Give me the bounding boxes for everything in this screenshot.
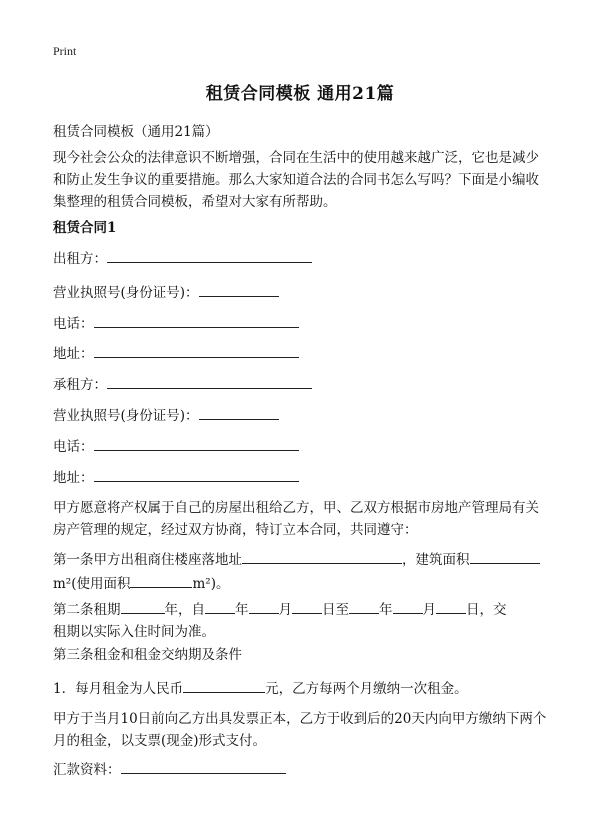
rent-text-2: 元，乙方每两个月缴纳一次租金。: [265, 681, 468, 697]
start-day-blank[interactable]: [292, 597, 322, 614]
phone-field-1: [53, 311, 299, 333]
term-years-blank[interactable]: [121, 597, 165, 614]
lessor-input-line[interactable]: [107, 246, 312, 263]
article2-text-d: 月: [278, 602, 292, 618]
lessee-field: [53, 372, 312, 394]
phone-label-2: 电话：: [53, 439, 94, 455]
start-month-blank[interactable]: [249, 597, 279, 614]
license-input-line-1[interactable]: [199, 280, 279, 297]
phone-label-1: 电话：: [53, 316, 94, 332]
article-3-heading: 第三条租金和租金交纳期及条件: [53, 647, 242, 663]
license-label-2: 营业执照号(身份证号)：: [53, 408, 199, 424]
license-label-1: 营业执照号(身份证号)：: [53, 285, 199, 301]
article2-line2: 租期以实际入住时间为准。: [53, 624, 215, 640]
document-subtitle: 租赁合同模板（通用21篇）: [53, 124, 219, 140]
address-label-1: 地址：: [53, 346, 94, 362]
lessor-field: [53, 246, 312, 268]
article1-text-4: m²)。: [192, 576, 230, 592]
article1-text-3: m²(使用面积: [53, 576, 131, 592]
phone-field-2: [53, 434, 299, 456]
license-input-line-2[interactable]: [199, 403, 279, 420]
rent-amount-blank[interactable]: [183, 676, 265, 693]
lessee-input-line[interactable]: [107, 372, 312, 389]
print-link[interactable]: Print: [53, 44, 77, 58]
article2-text-b: 年，自: [164, 602, 205, 618]
lessor-label: 出租方：: [53, 251, 107, 267]
phone-input-line-2[interactable]: [94, 434, 299, 451]
area-blank[interactable]: [470, 547, 540, 564]
bank-info-label: 汇款资料：: [53, 762, 121, 778]
intro-paragraph: 现今社会公众的法律意识不断增强，合同在生活中的使用越来越广泛，它也是减少和防止发生争议的重要措施。那么大家知道合法的合同书怎么写吗？下面是小编收集整理的租赁合同模板，希望对大家有所帮助。: [53, 150, 539, 210]
payment-paragraph: 甲方于当月10日前向乙方出具发票正本，乙方于收到后的20天内向甲方缴纳下两个月的租金，以支票(现金)形式支付。: [53, 711, 547, 749]
article2-text-g: 月: [422, 602, 436, 618]
article2-text-f: 年: [379, 602, 393, 618]
bank-info-input-line[interactable]: [121, 757, 286, 774]
page-title: 租赁合同模板 通用21篇: [205, 84, 395, 104]
article1-text-1: 第一条甲方出租商住楼座落地址: [53, 552, 242, 568]
license-field-2: [53, 403, 279, 425]
end-year-blank[interactable]: [349, 597, 379, 614]
address-input-line-2[interactable]: [94, 465, 299, 482]
article-2: [53, 597, 551, 643]
article2-text-c: 年: [235, 602, 249, 618]
rent-item-1: [53, 676, 551, 700]
address-blank[interactable]: [242, 547, 402, 564]
preamble-paragraph: 甲方愿意将产权属于自己的房屋出租给乙方，甲、乙双方根据市房地产管理局有关房产管理的规定，经过双方协商，特订立本合同，共同遵守：: [53, 500, 539, 538]
article-1: [53, 547, 551, 595]
bank-info-field: [53, 757, 286, 779]
address-field-2: [53, 465, 299, 487]
phone-input-line-1[interactable]: [94, 311, 299, 328]
article2-text-a: 第二条租期: [53, 602, 121, 618]
end-day-blank[interactable]: [436, 597, 466, 614]
address-label-2: 地址：: [53, 470, 94, 486]
lessee-label: 承租方：: [53, 377, 107, 393]
license-field-1: [53, 280, 279, 302]
rent-text-1: 1．每月租金为人民币: [53, 681, 184, 697]
address-input-line-1[interactable]: [94, 341, 299, 358]
end-month-blank[interactable]: [393, 597, 423, 614]
section-heading: 租赁合同1: [53, 220, 117, 236]
address-field-1: [53, 341, 299, 363]
article1-text-2: ，建筑面积: [402, 552, 470, 568]
usable-area-blank[interactable]: [130, 571, 192, 588]
article2-text-h: 日，交: [466, 602, 507, 618]
start-year-blank[interactable]: [205, 597, 235, 614]
article2-text-e: 日至: [322, 602, 349, 618]
